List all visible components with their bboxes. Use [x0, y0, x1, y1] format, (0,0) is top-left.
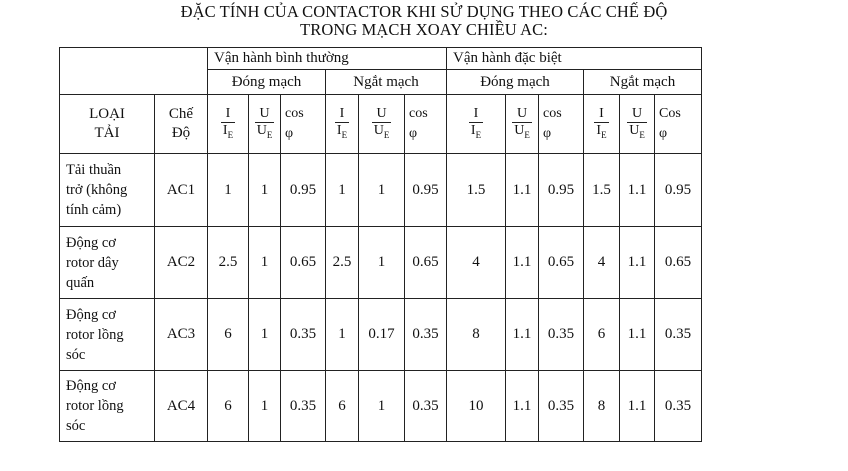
mode-cell: AC2	[155, 227, 208, 299]
value-cell: 0.35	[655, 371, 702, 442]
corner-cell	[60, 48, 208, 95]
header-voltage-ratio: $\frac{U}{U_E}$	[620, 95, 655, 154]
header-current-ratio: $\frac{I}{I_E}$	[447, 95, 506, 154]
mode-cell: AC1	[155, 154, 208, 227]
value-cell: 0.65	[539, 227, 584, 299]
value-cell: 1.5	[584, 154, 620, 227]
load-type-cell: Động cơ rotor dây quấn	[60, 227, 155, 299]
value-cell: 0.95	[655, 154, 702, 227]
value-cell: 0.65	[281, 227, 326, 299]
subgroup-normal-open: Ngắt mạch	[326, 70, 447, 95]
contactor-characteristics-table	[59, 47, 702, 442]
value-cell: 8	[584, 371, 620, 442]
value-cell: 0.35	[281, 371, 326, 442]
value-cell: 0.65	[655, 227, 702, 299]
value-cell: 1.5	[447, 154, 506, 227]
header-cos-phi: cos φ	[281, 95, 326, 154]
value-cell: 0.35	[539, 299, 584, 371]
value-cell: 0.17	[359, 299, 405, 371]
value-cell: 0.65	[405, 227, 447, 299]
value-cell: 0.35	[405, 371, 447, 442]
value-cell: 6	[326, 371, 359, 442]
value-cell: 1	[326, 299, 359, 371]
value-cell: 1.1	[620, 299, 655, 371]
value-cell: 1	[359, 371, 405, 442]
group-special-operation: Vận hành đặc biệt	[447, 48, 702, 70]
header-cos-phi: cos φ	[539, 95, 584, 154]
header-current-ratio: $\frac{I}{I_E}$	[208, 95, 249, 154]
table-row	[60, 227, 702, 299]
table-row	[60, 371, 702, 442]
document-title-line-1: ĐẶC TÍNH CỦA CONTACTOR KHI SỬ DỤNG THEO CÁC CHẾ ĐỘ	[180, 2, 668, 21]
value-cell: 1	[359, 227, 405, 299]
value-cell: 8	[447, 299, 506, 371]
header-voltage-ratio: $\frac{U}{U_E}$	[506, 95, 539, 154]
group-normal-operation: Vận hành bình thường	[208, 48, 447, 70]
header-current-ratio: $\frac{I}{I_E}$	[326, 95, 359, 154]
value-cell: 1	[249, 154, 281, 227]
value-cell: 1	[359, 154, 405, 227]
table-body	[60, 154, 702, 442]
value-cell: 0.35	[281, 299, 326, 371]
header-mode: Chế Độ	[155, 95, 208, 154]
value-cell: 6	[584, 299, 620, 371]
mode-cell: AC4	[155, 371, 208, 442]
subgroup-special-open: Ngắt mạch	[584, 70, 702, 95]
value-cell: 0.35	[405, 299, 447, 371]
table-row	[60, 299, 702, 371]
value-cell: 10	[447, 371, 506, 442]
value-cell: 1.1	[620, 227, 655, 299]
value-cell: 0.95	[405, 154, 447, 227]
value-cell: 4	[584, 227, 620, 299]
value-cell: 0.35	[539, 371, 584, 442]
value-cell: 2.5	[208, 227, 249, 299]
value-cell: 1	[326, 154, 359, 227]
value-cell: 1.1	[506, 371, 539, 442]
load-type-cell: Tải thuần trở (không tính cảm)	[60, 154, 155, 227]
value-cell: 1	[249, 227, 281, 299]
value-cell: 4	[447, 227, 506, 299]
document-title-line-2: TRONG MẠCH XOAY CHIỀU AC:	[300, 20, 548, 39]
value-cell: 1	[249, 299, 281, 371]
load-type-cell: Động cơ rotor lồng sóc	[60, 299, 155, 371]
header-current-ratio: $\frac{I}{I_E}$	[584, 95, 620, 154]
value-cell: 1.1	[620, 154, 655, 227]
header-voltage-ratio: $\frac{U}{U_E}$	[359, 95, 405, 154]
table-row	[60, 154, 702, 227]
value-cell: 1.1	[620, 371, 655, 442]
value-cell: 2.5	[326, 227, 359, 299]
header-cos-phi: Cos φ	[655, 95, 702, 154]
header-cos-phi: cos φ	[405, 95, 447, 154]
value-cell: 0.95	[539, 154, 584, 227]
value-cell: 0.35	[655, 299, 702, 371]
value-cell: 6	[208, 371, 249, 442]
header-voltage-ratio: $\frac{U}{U_E}$	[249, 95, 281, 154]
value-cell: 1.1	[506, 299, 539, 371]
header-load-type: LOẠI TẢI	[60, 95, 155, 154]
load-type-cell: Động cơ rotor lồng sóc	[60, 371, 155, 442]
value-cell: 0.95	[281, 154, 326, 227]
subgroup-special-close: Đóng mạch	[447, 70, 584, 95]
value-cell: 1	[208, 154, 249, 227]
value-cell: 1.1	[506, 154, 539, 227]
subgroup-normal-close: Đóng mạch	[208, 70, 326, 95]
value-cell: 1	[249, 371, 281, 442]
value-cell: 1.1	[506, 227, 539, 299]
mode-cell: AC3	[155, 299, 208, 371]
value-cell: 6	[208, 299, 249, 371]
